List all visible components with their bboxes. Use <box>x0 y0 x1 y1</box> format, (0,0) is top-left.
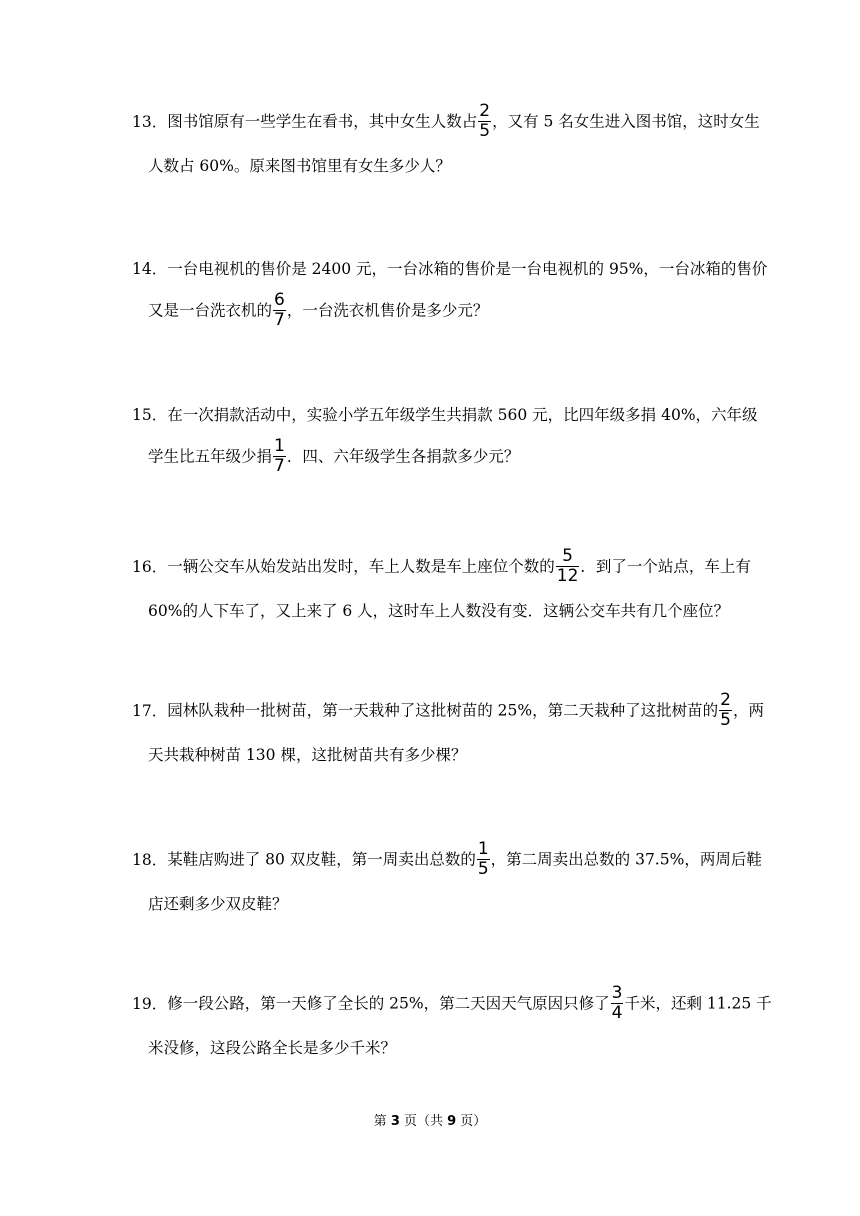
question-number: 13． <box>132 112 168 131</box>
fraction <box>273 437 286 476</box>
page-number: 3 <box>390 1114 400 1129</box>
question-number: 18． <box>132 850 168 869</box>
denominator: 5 <box>720 710 731 730</box>
fraction <box>478 102 491 141</box>
denominator: 7 <box>274 456 285 476</box>
question-15 <box>132 403 758 476</box>
question-number: 19． <box>132 994 168 1013</box>
question-text: 店还剩多少双皮鞋？ <box>148 895 288 913</box>
question-19 <box>132 983 772 1066</box>
question-line <box>132 983 772 1041</box>
question-line <box>132 436 732 476</box>
footer-text: 页） <box>456 1114 487 1129</box>
denominator: 7 <box>274 310 285 330</box>
total-pages: 9 <box>447 1114 457 1129</box>
question-line <box>132 546 751 604</box>
question-14 <box>132 257 768 330</box>
fraction <box>611 984 624 1023</box>
question-number: 16． <box>132 557 168 576</box>
question-text: 图书馆原有一些学生在看书，其中女生人数占 <box>167 112 478 131</box>
question-text: 米没修，这段公路全长是多少千米？ <box>148 1039 397 1057</box>
denominator: 5 <box>477 859 489 879</box>
fraction <box>556 547 580 586</box>
question-text: ，两 <box>732 701 764 720</box>
question-text: ，又有 5 名女生进入图书馆，这时女生 <box>492 112 760 131</box>
page-footer <box>0 1110 860 1129</box>
question-line <box>132 257 768 292</box>
question-text: ，第二周卖出总数的 37.5%，两周后鞋 <box>490 850 762 869</box>
question-line <box>132 599 732 629</box>
question-line <box>132 892 732 922</box>
question-text: 千米，还剩 11.25 千 <box>624 994 772 1013</box>
fraction <box>273 291 286 330</box>
question-line <box>132 1036 732 1066</box>
footer-text: 页（共 <box>399 1114 448 1129</box>
question-18 <box>132 839 762 922</box>
question-text: 60%的人下车了，又上来了 6 人，这时车上人数没有变．这辆公交车共有几个座位？ <box>148 602 730 620</box>
question-line <box>132 839 762 897</box>
numerator: 2 <box>479 101 491 121</box>
question-text: 修一段公路，第一天修了全长的 25%，第二天因天气原因只修了 <box>167 994 610 1013</box>
numerator: 1 <box>274 436 285 456</box>
numerator: 2 <box>720 690 731 710</box>
question-line <box>132 101 760 159</box>
question-line <box>132 290 732 330</box>
question-text: 某鞋店购进了 80 双皮鞋，第一周卖出总数的 <box>167 850 476 869</box>
numerator: 6 <box>274 290 285 310</box>
question-line <box>132 743 732 773</box>
question-number: 14． <box>132 260 168 278</box>
question-line <box>132 403 758 438</box>
question-text: ．到了一个站点，车上有 <box>580 557 751 576</box>
question-text: 在一次捐款活动中，实验小学五年级学生共捐款 560 元，比四年级多捐 40%，六年级 <box>167 406 758 424</box>
question-line <box>132 154 732 184</box>
denominator: 5 <box>479 121 491 141</box>
question-number: 17． <box>132 701 168 720</box>
question-text: 又是一台洗衣机的 <box>148 301 273 320</box>
question-text: 人数占 60%。原来图书馆里有女生多少人？ <box>148 157 451 175</box>
numerator: 5 <box>556 547 580 567</box>
question-number: 15． <box>132 406 168 424</box>
question-16 <box>132 546 751 629</box>
fraction <box>477 840 490 879</box>
question-text: 一辆公交车从始发站出发时，车上人数是车上座位个数的 <box>167 557 555 576</box>
denominator: 12 <box>556 566 579 586</box>
numerator: 1 <box>477 839 489 859</box>
question-line <box>132 690 764 748</box>
footer-text: 第 <box>373 1114 391 1129</box>
question-text: 一台电视机的售价是 2400 元，一台冰箱的售价是一台电视机的 95%，一台冰箱的售价 <box>167 260 768 278</box>
numerator: 3 <box>611 983 623 1003</box>
question-text: ．四、六年级学生各捐款多少元？ <box>286 447 520 466</box>
question-text: 天共栽种树苗 130 棵，这批树苗共有多少棵？ <box>148 746 467 764</box>
question-17 <box>132 690 764 773</box>
denominator: 4 <box>611 1003 623 1023</box>
fraction <box>719 691 732 730</box>
question-text: ，一台洗衣机售价是多少元？ <box>286 301 489 320</box>
question-13 <box>132 101 760 184</box>
question-text: 学生比五年级少捐 <box>148 447 273 466</box>
question-text: 园林队栽种一批树苗，第一天栽种了这批树苗的 25%，第二天栽种了这批树苗的 <box>167 701 719 720</box>
